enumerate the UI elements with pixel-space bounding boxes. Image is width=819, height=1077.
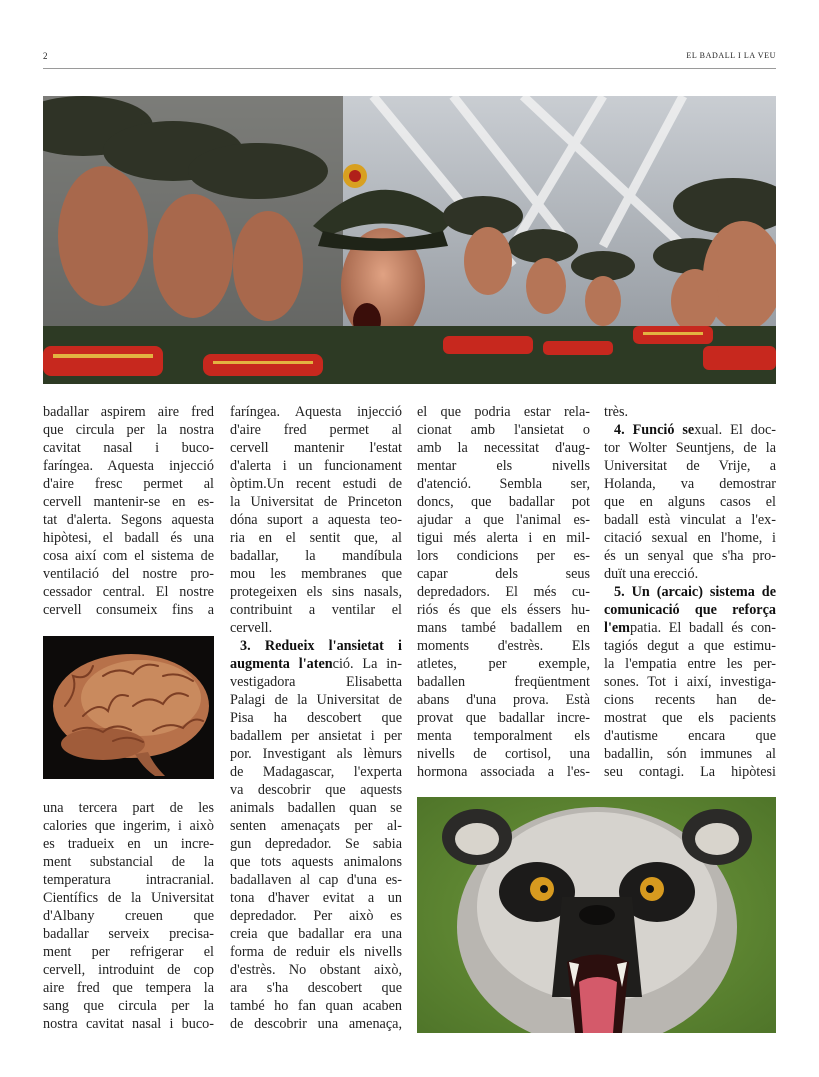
text-line: que circula per la nostra (43, 422, 214, 438)
text-line: d'atenció. Sembla ser, (417, 476, 590, 492)
page-header (43, 50, 776, 69)
text-line: seu contagi. La hipòtesi (604, 764, 776, 780)
text-line: doncs, que badallar pot (417, 494, 590, 510)
text-line: Pisa ha descobert que (230, 710, 402, 726)
text-line: calories que ingerim, i això (43, 818, 214, 834)
section-heading-4 (604, 421, 776, 439)
text-line: badallar aspirem aire fred (43, 404, 214, 420)
column-3 (417, 403, 590, 781)
text-line: Holanda, va demostrar (604, 476, 776, 492)
text-line: abans d'una prova. Està (417, 692, 590, 708)
text-line: Universitat de Vrije, a (604, 458, 776, 474)
text-line: atletes, per exemple, (417, 656, 590, 672)
text-line: menta temporalment els (417, 728, 590, 744)
text-line: ment substancial de la (43, 854, 214, 870)
text-line: vestigadora Elisabetta (230, 674, 402, 690)
text-line: d'alerta i un funcionament (230, 458, 402, 474)
text-line: por. Investigant als lèmurs (230, 746, 402, 762)
text-line: cessador central. El nostre (43, 584, 214, 600)
text-line: ajudar a que l'animal es- (417, 512, 590, 528)
text-line: badallem per ansietat i per (230, 728, 402, 744)
text-line: mostrat que els pacients (604, 710, 776, 726)
heading-rest: ció. La in- (332, 656, 402, 672)
text-line: hipòtesi, el badall és una (43, 530, 214, 546)
text-line: d'Albany creuen que (43, 908, 214, 924)
text-line: faríngea. Aquesta injecció (230, 404, 402, 420)
text-line: una tercera part de les (43, 800, 214, 816)
text-line: ventilació del nostre pro- (43, 566, 214, 582)
text-line: forma de reduir els nivells (230, 944, 402, 960)
text-line: tagiós degut a que estimu- (604, 638, 776, 654)
text-line: cervell mantenir l'estat (230, 440, 402, 456)
human-brain-photo (43, 636, 214, 779)
text-line: cavitat nasal i buco- (43, 440, 214, 456)
text-line: hormona associada a l'es- (417, 764, 590, 780)
text-line: sones. Tot i així, investiga- (604, 674, 776, 690)
text-line: depredador. Per això es (230, 908, 402, 924)
text-line: Científics de la Universitat (43, 890, 214, 906)
text-line: capar dels seus (417, 566, 590, 582)
text-line: senten amenaçats per al- (230, 818, 402, 834)
text-line: mou les membranes que (230, 566, 402, 582)
heading-rest: patia. El badall és con- (630, 620, 776, 636)
text-line: és un senyal que s'ha pro- (604, 548, 776, 564)
text-line: dóna suport a aquesta teo- (230, 512, 402, 528)
heading-bold: 5. Un (arcaic) sistema de (614, 584, 776, 600)
text-line: òptim.Un recent estudi de (230, 476, 402, 492)
text-line: cosa així com el sistema de (43, 548, 214, 564)
text-line: temperatura intracranial. (43, 872, 214, 888)
text-line: ment per refrigerar el (43, 944, 214, 960)
text-line: d'autisme encara que (604, 728, 776, 744)
heading-rest: xual. El doc- (694, 422, 776, 438)
text-line: animals badallen quan se (230, 800, 402, 816)
text-line: très. (604, 404, 629, 420)
page-number: 2 (43, 51, 48, 61)
heading-bold: 4. Funció se (614, 422, 695, 438)
text-line: lors condicions per es- (417, 548, 590, 564)
text-line: tigui més alerta i en mil- (417, 530, 590, 546)
section-heading-3-cont (230, 655, 402, 673)
text-line: badallin, són immunes al (604, 746, 776, 762)
text-line: depredadors. El més cu- (417, 584, 590, 600)
heading-bold: 3. Redueix l'ansietat i (240, 638, 402, 654)
text-line: contribuint a ventilar el (230, 602, 402, 618)
text-line: cions recents han de- (604, 692, 776, 708)
text-line: que en alguns casos el (604, 494, 776, 510)
text-line: aire fred que tempera la (43, 980, 214, 996)
text-line: badallar, la mandíbula (230, 548, 402, 564)
section-heading-3 (230, 637, 402, 655)
text-line: cervell, introduint de cop (43, 962, 214, 978)
text-line: badallen freqüentment (417, 674, 590, 690)
text-line: nostra cavitat nasal i buco- (43, 1016, 214, 1032)
text-line: cervell consumeix fins a (43, 602, 214, 618)
text-line: la l'empatia entre les per- (604, 656, 776, 672)
text-line: badallar serveix precisa- (43, 926, 214, 942)
heading-bold: comunicació que reforça (604, 602, 776, 618)
section-heading-5 (604, 583, 776, 601)
text-line: d'aire fred permet al (230, 422, 402, 438)
text-line: provat que badallar incre- (417, 710, 590, 726)
text-line: citació sexual en l'home, i (604, 530, 776, 546)
text-line: moments d'estrès. Els (417, 638, 590, 654)
text-line: va descobrir que aquests (230, 782, 402, 798)
running-title: EL BADALL I LA VEU (686, 51, 776, 60)
text-line: tat d'alerta. Segons aquesta (43, 512, 214, 528)
column-4 (604, 403, 776, 781)
text-line: badall està vinculat a l'ex- (604, 512, 776, 528)
text-line: protegeixen els sins nasals, (230, 584, 402, 600)
text-line: de descobrir una amenaça, (230, 1016, 402, 1032)
text-line: gun depredador. Se sabia (230, 836, 402, 852)
text-line: es tradueix en un incre- (43, 836, 214, 852)
yawning-lemur-photo (417, 797, 776, 1033)
text-line: cionat amb l'ansietat o (417, 422, 590, 438)
text-line: d'estrès. No obstant això, (230, 962, 402, 978)
text-line: tor Wolter Seuntjens, de la (604, 440, 776, 456)
text-line: tona d'haver evitat a un (230, 890, 402, 906)
text-line: mans també badallem en (417, 620, 590, 636)
text-line: d'aire fresc permet al (43, 476, 214, 492)
text-line: amb la necessitat d'aug- (417, 440, 590, 456)
text-line: ria en el sentit que, al (230, 530, 402, 546)
text-line: ara s'ha descobert que (230, 980, 402, 996)
column-1-bottom (43, 799, 214, 1033)
text-line: que tots aquests animalons (230, 854, 402, 870)
text-line: sang que circula per la (43, 998, 214, 1014)
text-line: nivells de cortisol, una (417, 746, 590, 762)
heading-bold: l'em (604, 620, 630, 636)
text-line: duït una erecció. (604, 566, 699, 582)
section-heading-5-line2 (604, 601, 776, 619)
column-2 (230, 403, 402, 1033)
section-heading-5-line3 (604, 619, 776, 637)
text-line: el que podria estar rela- (417, 404, 590, 420)
text-line: cervell mantenir-se en es- (43, 494, 214, 510)
text-line: badallaven al cap d'una es- (230, 872, 402, 888)
text-line: riós és que els éssers hu- (417, 602, 590, 618)
soldiers-yawning-photo (43, 96, 776, 384)
text-line: mentar els nivells (417, 458, 590, 474)
text-line: cervell. (230, 620, 273, 636)
text-line: la Universitat de Princeton (230, 494, 402, 510)
column-1-top (43, 403, 214, 619)
text-line: Palagi de la Universitat de (230, 692, 402, 708)
text-line: faríngea. Aquesta injecció (43, 458, 214, 474)
text-line: també ho fan quan acaben (230, 998, 402, 1014)
heading-bold: augmenta l'aten (230, 656, 333, 672)
text-line: de Madagascar, l'experta (230, 764, 402, 780)
text-line: creia que badallar era una (230, 926, 402, 942)
